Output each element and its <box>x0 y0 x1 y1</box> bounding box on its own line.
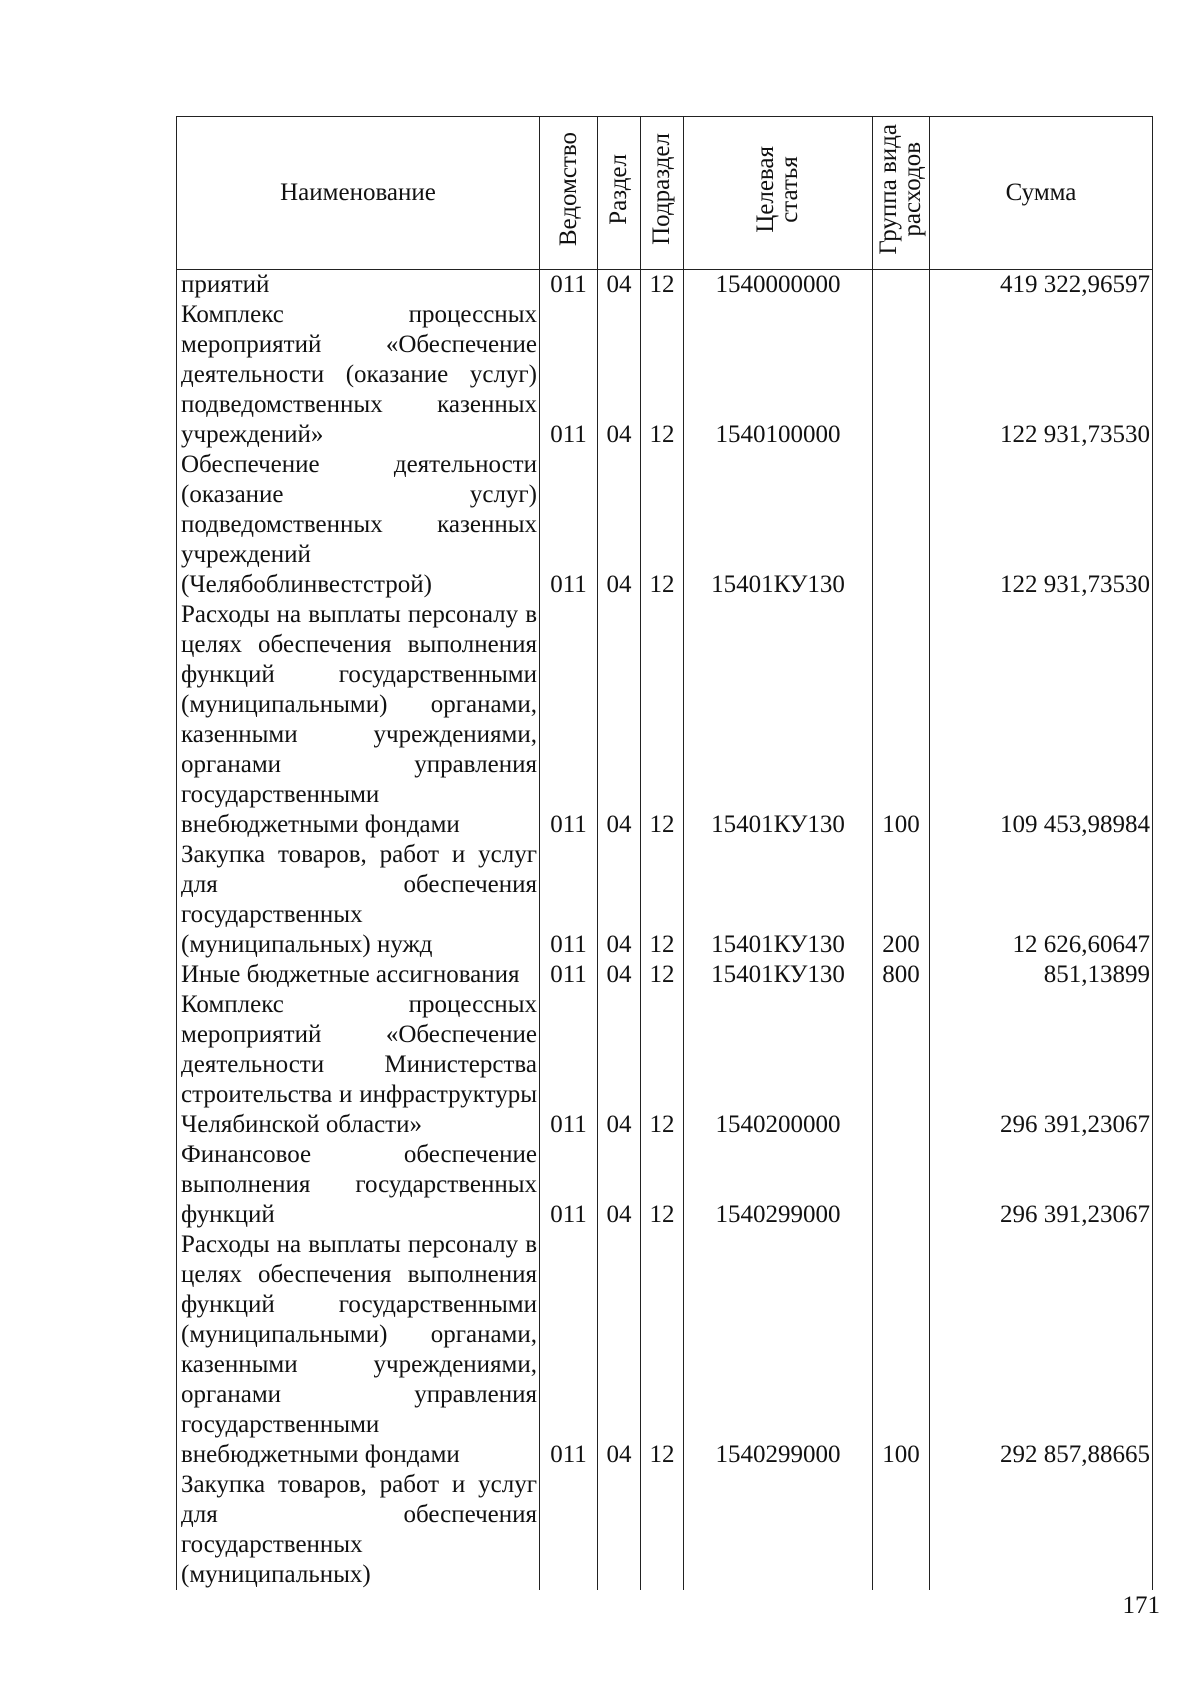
row-summa: 296 391,23067 <box>930 990 1153 1140</box>
budget-table <box>176 116 1153 1590</box>
header-razdel: Раздел <box>598 117 641 270</box>
row-vedomstvo: 011 <box>540 990 598 1140</box>
row-summa: 122 931,73530 <box>930 450 1153 600</box>
row-podrazdel: 12 <box>641 270 684 301</box>
row-name: приятий <box>177 270 540 301</box>
row-name: Закупка товаров, работ и услуг для обеспечения государственных (муниципальных) <box>177 1470 540 1590</box>
row-vedomstvo: 011 <box>540 960 598 990</box>
row-summa: 109 453,98984 <box>930 600 1153 840</box>
row-gruppa: 800 <box>873 960 930 990</box>
header-name: Наименование <box>177 117 540 270</box>
row-razdel: 04 <box>598 840 641 960</box>
row-gruppa <box>873 1140 930 1230</box>
row-name: Комплекс процессных мероприятий «Обеспечение деятельности Министерства строительства и инфраструктуры Челябинской области» <box>177 990 540 1140</box>
row-summa <box>930 1470 1153 1590</box>
row-razdel: 04 <box>598 960 641 990</box>
row-podrazdel: 12 <box>641 840 684 960</box>
row-razdel <box>598 1470 641 1590</box>
row-tselevaya: 15401КУ130 <box>684 960 873 990</box>
row-name: Расходы на выплаты персоналу в целях обеспечения выполнения функций государственными (муниципальными) органами, казенными учреждениями, органами управления государственными внебюджетными фондами <box>177 600 540 840</box>
row-podrazdel: 12 <box>641 600 684 840</box>
row-tselevaya: 1540299000 <box>684 1230 873 1470</box>
table-row <box>177 1140 1153 1230</box>
table-row <box>177 960 1153 990</box>
row-podrazdel <box>641 1470 684 1590</box>
row-tselevaya: 1540100000 <box>684 300 873 450</box>
row-tselevaya: 1540200000 <box>684 990 873 1140</box>
table-row <box>177 840 1153 960</box>
row-gruppa <box>873 990 930 1140</box>
row-summa: 12 626,60647 <box>930 840 1153 960</box>
row-razdel: 04 <box>598 1230 641 1470</box>
row-gruppa <box>873 450 930 600</box>
row-name: Закупка товаров, работ и услуг для обеспечения государственных (муниципальных) нужд <box>177 840 540 960</box>
table-header-row <box>177 117 1153 270</box>
row-name: Комплекс процессных мероприятий «Обеспечение деятельности (оказание услуг) подведомственных казенных учреждений» <box>177 300 540 450</box>
row-summa: 292 857,88665 <box>930 1230 1153 1470</box>
row-vedomstvo: 011 <box>540 300 598 450</box>
row-razdel: 04 <box>598 990 641 1140</box>
row-gruppa: 100 <box>873 600 930 840</box>
table-row <box>177 1230 1153 1470</box>
row-tselevaya: 15401КУ130 <box>684 600 873 840</box>
row-summa: 851,13899 <box>930 960 1153 990</box>
row-podrazdel: 12 <box>641 960 684 990</box>
row-name: Обеспечение деятельности (оказание услуг) подведомственных казенных учреждений (Челябоблинвестстрой) <box>177 450 540 600</box>
table-row <box>177 300 1153 450</box>
row-razdel: 04 <box>598 600 641 840</box>
row-razdel: 04 <box>598 450 641 600</box>
row-tselevaya: 1540000000 <box>684 270 873 301</box>
row-name: Финансовое обеспечение выполнения государственных функций <box>177 1140 540 1230</box>
header-tselevaya: Целевая статья <box>684 117 873 270</box>
header-podrazdel: Подраздел <box>641 117 684 270</box>
row-vedomstvo: 011 <box>540 1230 598 1470</box>
row-tselevaya: 15401КУ130 <box>684 840 873 960</box>
row-razdel: 04 <box>598 1140 641 1230</box>
row-vedomstvo: 011 <box>540 600 598 840</box>
row-gruppa <box>873 300 930 450</box>
row-razdel: 04 <box>598 300 641 450</box>
row-gruppa <box>873 1470 930 1590</box>
table-row <box>177 270 1153 301</box>
row-vedomstvo: 011 <box>540 1140 598 1230</box>
row-gruppa: 100 <box>873 1230 930 1470</box>
row-name: Расходы на выплаты персоналу в целях обеспечения выполнения функций государственными (муниципальными) органами, казенными учреждениями, органами управления государственными внебюджетными фондами <box>177 1230 540 1470</box>
header-vedomstvo: Ведомство <box>540 117 598 270</box>
row-tselevaya: 1540299000 <box>684 1140 873 1230</box>
header-gruppa: Группа вида расходов <box>873 117 930 270</box>
row-razdel: 04 <box>598 270 641 301</box>
row-vedomstvo: 011 <box>540 270 598 301</box>
row-summa: 419 322,96597 <box>930 270 1153 301</box>
row-tselevaya <box>684 1470 873 1590</box>
row-podrazdel: 12 <box>641 450 684 600</box>
row-vedomstvo: 011 <box>540 840 598 960</box>
row-vedomstvo: 011 <box>540 450 598 600</box>
row-podrazdel: 12 <box>641 300 684 450</box>
table-row <box>177 1470 1153 1590</box>
row-podrazdel: 12 <box>641 990 684 1140</box>
header-summa: Сумма <box>930 117 1153 270</box>
row-name: Иные бюджетные ассигнования <box>177 960 540 990</box>
page-number: 171 <box>1122 1592 1160 1619</box>
table-row <box>177 450 1153 600</box>
row-vedomstvo <box>540 1470 598 1590</box>
row-gruppa: 200 <box>873 840 930 960</box>
row-podrazdel: 12 <box>641 1140 684 1230</box>
row-summa: 296 391,23067 <box>930 1140 1153 1230</box>
row-podrazdel: 12 <box>641 1230 684 1470</box>
table-row <box>177 600 1153 840</box>
row-tselevaya: 15401КУ130 <box>684 450 873 600</box>
table-row <box>177 990 1153 1140</box>
row-gruppa <box>873 270 930 301</box>
row-summa: 122 931,73530 <box>930 300 1153 450</box>
